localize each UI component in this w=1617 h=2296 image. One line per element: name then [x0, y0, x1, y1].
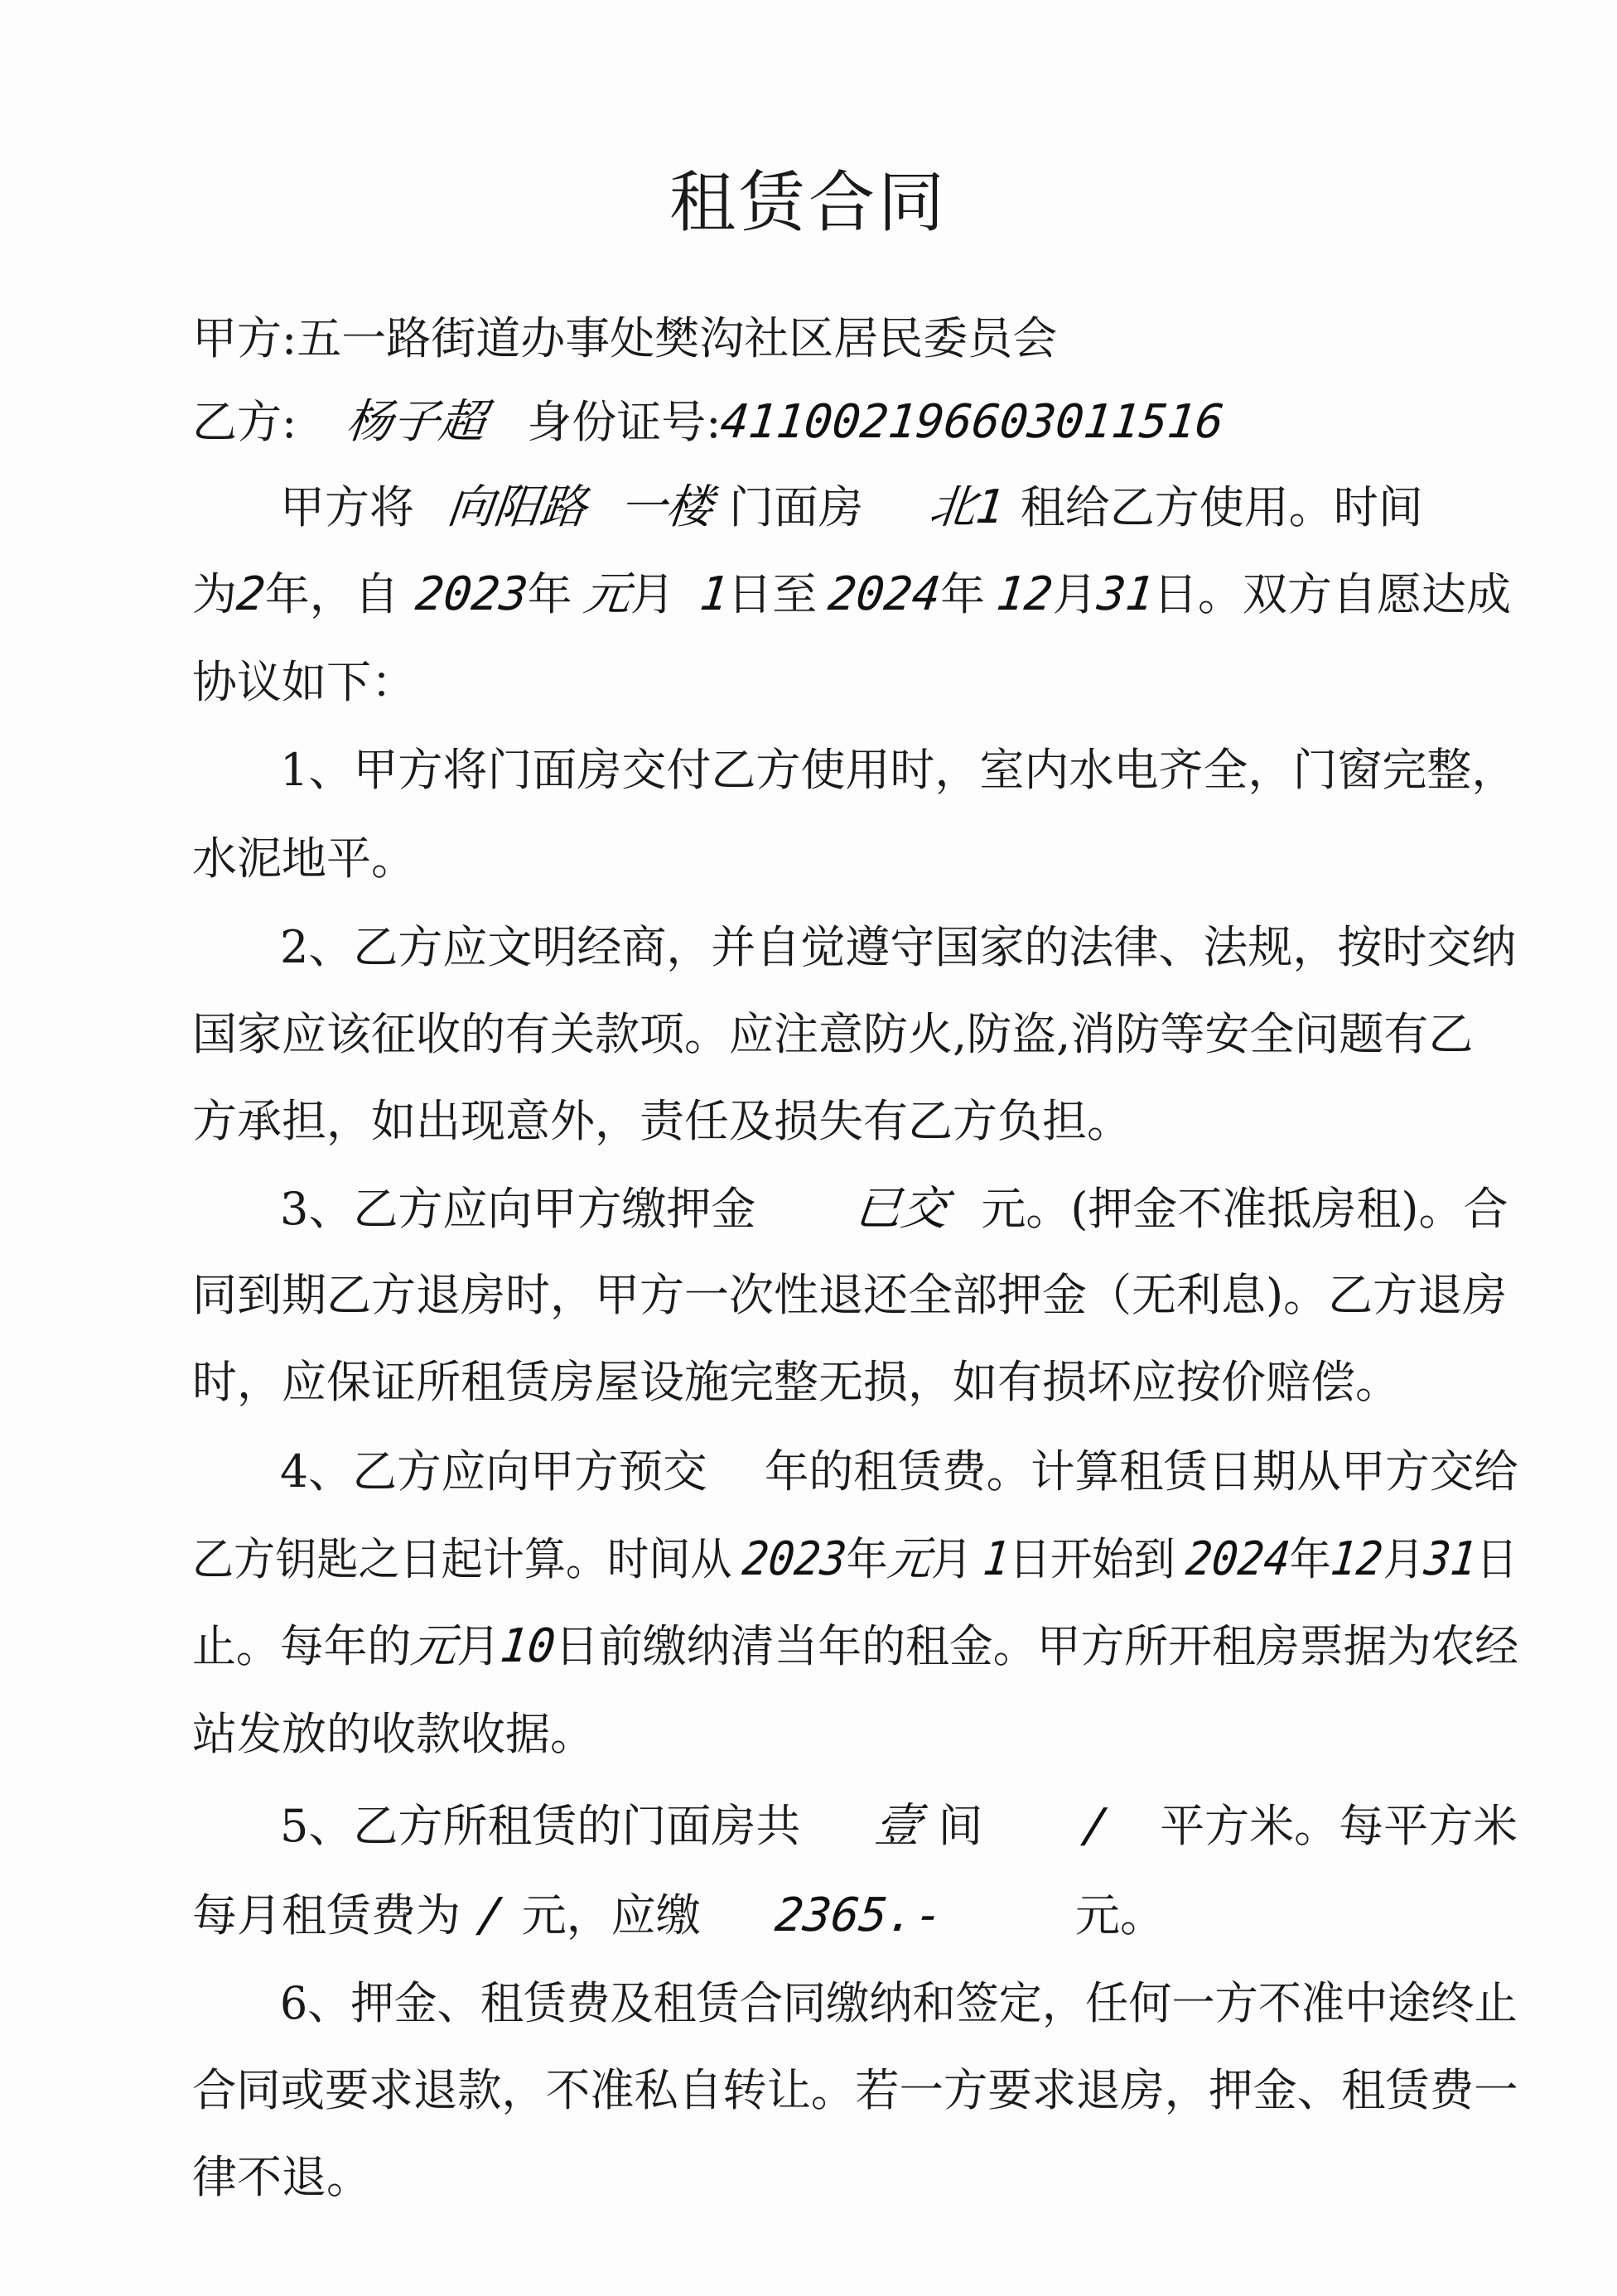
clause-3-line-2: 同到期乙方退房时，甲方一次性退还全部押金（无利息)。乙方退房 [192, 1269, 1508, 1321]
clause-4-line-4: 站发放的收款收据。 [192, 1708, 595, 1760]
party-b-id-number-handwritten: 411002196603011516 [718, 395, 1227, 449]
end-month-handwritten: 12 [993, 567, 1056, 621]
clause-4-text: 止。每年的 [192, 1620, 412, 1672]
rooms-handwritten: 壹 [871, 1799, 924, 1853]
clause-4-text: 月 [456, 1620, 501, 1672]
party-b-label: 乙方: [192, 396, 297, 448]
room-handwritten: 北1 [926, 480, 1007, 534]
party-b-line [192, 395, 1227, 449]
clause-5-text: 元，应缴 [521, 1889, 701, 1941]
clause-2-line-1: 2、乙方应文明经商，并自觉遵守国家的法律、法规，按时交纳 [280, 921, 1517, 973]
intro-text: 月 [630, 568, 675, 620]
from-day-handwritten: 1 [980, 1532, 1012, 1586]
party-a-line [192, 312, 1058, 364]
clause-4-text: 月 [930, 1533, 973, 1585]
clause-4-text: 日开始到 [1009, 1533, 1175, 1585]
pay-day-handwritten: 10 [497, 1619, 558, 1673]
clause-5-text: 平方米。每平方米 [1160, 1800, 1518, 1852]
clause-6-line-3: 律不退。 [192, 2151, 371, 2203]
intro-text: 月 [1052, 568, 1098, 620]
clause-4-line-1 [280, 1445, 1518, 1498]
clause-2-line-3: 方承担，如出现意外，责任及损失有乙方负担。 [192, 1095, 1132, 1147]
clause-6-line-1: 6、押金、租赁费及租赁合同缴纳和签定，任何一方不准中途终止 [280, 1977, 1518, 2029]
intro-text: 为 [192, 568, 237, 620]
clause-5-line-1 [280, 1799, 1518, 1853]
party-b-id-label: 身份证号: [527, 396, 722, 448]
from-month-handwritten: 元 [885, 1532, 934, 1586]
to-month-handwritten: 12 [1328, 1532, 1386, 1586]
clause-4-line-3 [192, 1619, 1519, 1673]
clause-1-line-1: 1、甲方将门面房交付乙方使用时，室内水电齐全，门窗完整， [280, 744, 1517, 796]
clause-4-text: 年的租赁费。计算租赁日期从甲方交给 [765, 1445, 1518, 1498]
end-day-handwritten: 31 [1094, 567, 1156, 621]
intro-text: 门面房 [729, 481, 863, 533]
location-handwritten: 向阳路 [444, 480, 590, 534]
clause-4-text: 年 [846, 1533, 888, 1585]
clause-5-text: 间 [938, 1800, 983, 1852]
start-month-handwritten: 元 [581, 567, 634, 621]
clause-4-text: 日前缴纳清当年的租金。甲方所开租房票据为农经 [555, 1620, 1519, 1672]
clause-3-line-3: 时，应保证所租赁房屋设施完整无损，如有损坏应按价赔偿。 [192, 1356, 1400, 1408]
intro-text: 日。双方自愿达成 [1153, 568, 1512, 620]
from-year-handwritten: 2023 [740, 1532, 849, 1586]
clause-3-text: 元。(押金不准抵房租)。合 [981, 1183, 1508, 1235]
floor-handwritten: 一楼 [616, 480, 716, 534]
party-b-name-handwritten: 杨子超 [343, 395, 489, 449]
intro-text: 年，自 [264, 568, 399, 620]
clause-4-text: 年 [1289, 1533, 1331, 1585]
start-year-handwritten: 2023 [413, 567, 531, 621]
clause-4-text: 乙方钥匙之日起计算。时间从 [192, 1533, 732, 1585]
clause-5-text: 每月租赁费为 [192, 1889, 461, 1941]
intro-text: 甲方将 [280, 481, 414, 533]
area-handwritten: / [1079, 1799, 1113, 1853]
intro-text: 租给乙方使用。时间 [1020, 481, 1423, 533]
clause-3-text: 3、乙方应向甲方缴押金 [280, 1183, 756, 1235]
intro-line-2 [192, 567, 1512, 621]
clause-5-line-2 [192, 1888, 1166, 1942]
party-a-name: 五一路街道办事处樊沟社区居民委员会 [297, 312, 1058, 364]
to-year-handwritten: 2024 [1183, 1532, 1292, 1586]
clause-4-text: 月 [1383, 1533, 1425, 1585]
end-year-handwritten: 2024 [825, 567, 944, 621]
clause-4-text: 4、乙方应向甲方预交 [280, 1445, 707, 1498]
clause-4-line-2 [192, 1532, 1518, 1586]
total-handwritten: 2365.- [772, 1888, 946, 1942]
intro-text: 年 [940, 568, 986, 620]
party-a-label: 甲方: [192, 312, 297, 364]
clause-2-line-2: 国家应该征收的有关款项。应注意防火,防盗,消防等安全问题有乙 [192, 1008, 1474, 1060]
document-title: 租赁合同 [669, 164, 948, 241]
clause-5-text: 5、乙方所租赁的门面房共 [280, 1800, 801, 1852]
intro-line-1 [280, 480, 1423, 534]
start-day-handwritten: 1 [697, 567, 731, 621]
unit-price-handwritten: / [474, 1888, 509, 1942]
intro-text: 年 [527, 568, 572, 620]
deposit-handwritten: 已交 [852, 1182, 951, 1236]
term-years-handwritten: 2 [234, 567, 268, 621]
clause-6-line-2: 合同或要求退款，不准私自转让。若一方要求退房，押金、租赁费一 [192, 2064, 1518, 2116]
intro-line-3: 协议如下： [192, 656, 416, 708]
clause-4-text: 日 [1476, 1533, 1518, 1585]
clause-5-text: 元。 [1075, 1889, 1166, 1941]
clause-3-line-1 [280, 1182, 1508, 1236]
intro-text: 日至 [727, 568, 818, 620]
to-day-handwritten: 31 [1422, 1532, 1479, 1586]
pay-month-handwritten: 元 [408, 1619, 460, 1673]
clause-1-line-2: 水泥地平。 [192, 832, 416, 885]
